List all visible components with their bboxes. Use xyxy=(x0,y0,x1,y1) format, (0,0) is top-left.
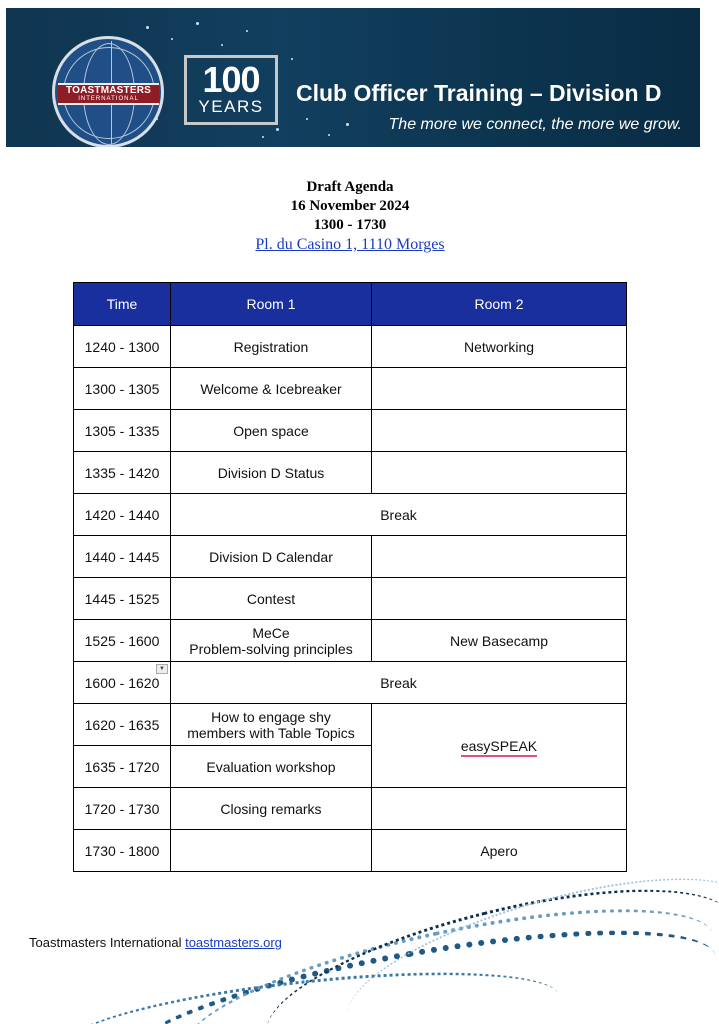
time-cell: 1240 - 1300 xyxy=(74,326,171,368)
header-room1: Room 1 xyxy=(171,283,372,326)
room2-cell xyxy=(372,788,627,830)
table-row xyxy=(74,494,627,536)
room1-line: Problem-solving principles xyxy=(189,640,353,657)
time-cell: 1525 - 1600 xyxy=(74,620,171,662)
break-cell: Break xyxy=(171,494,627,536)
agenda-title: Draft Agenda xyxy=(306,179,394,195)
table-row xyxy=(74,578,627,620)
time-cell: 1620 - 1635 xyxy=(74,704,171,746)
room1-line: How to engage shy xyxy=(211,708,331,725)
time-cell: 1730 - 1800 xyxy=(74,830,171,872)
room2-merged-cell xyxy=(372,704,627,788)
dropdown-arrow-icon[interactable]: ▼ xyxy=(156,664,168,674)
toastmasters-logo xyxy=(52,36,164,147)
room1-cell: Registration xyxy=(171,326,372,368)
time-cell: 1420 - 1440 xyxy=(74,494,171,536)
room1-cell xyxy=(171,830,372,872)
room2-cell xyxy=(372,452,627,494)
room2-cell xyxy=(372,536,627,578)
table-row xyxy=(74,830,627,872)
header-room2: Room 2 xyxy=(372,283,627,326)
years-number: 100 xyxy=(202,59,260,100)
table-row xyxy=(74,788,627,830)
logo-text-sub: INTERNATIONAL xyxy=(78,96,139,102)
time-cell: 1445 - 1525 xyxy=(74,578,171,620)
years-word: YEARS xyxy=(198,97,264,116)
room2-cell xyxy=(372,410,627,452)
room1-cell: Contest xyxy=(171,578,372,620)
table-row xyxy=(74,536,627,578)
room1-cell: Division D Calendar xyxy=(171,536,372,578)
easyspeak-text: easySPEAK xyxy=(461,738,537,757)
room2-cell: Apero xyxy=(372,830,627,872)
header-time: Time xyxy=(74,283,171,326)
room2-cell: Networking xyxy=(372,326,627,368)
table-row xyxy=(74,410,627,452)
banner-title: Club Officer Training – Division D xyxy=(296,80,662,106)
room1-cell xyxy=(171,704,372,746)
decorative-swirl xyxy=(0,870,719,1024)
agenda-date: 16 November 2024 xyxy=(290,198,410,214)
room1-line: MeCe xyxy=(252,624,290,641)
room1-cell: Open space xyxy=(171,410,372,452)
room1-cell: Division D Status xyxy=(171,452,372,494)
time-cell xyxy=(74,662,171,704)
logo-text-main: TOASTMASTERS xyxy=(66,85,151,96)
room1-line: members with Table Topics xyxy=(187,724,355,741)
room1-cell: Evaluation workshop xyxy=(171,746,372,788)
time-cell: 1305 - 1335 xyxy=(74,410,171,452)
footer-org: Toastmasters International xyxy=(29,935,182,950)
footer-link[interactable]: toastmasters.org xyxy=(185,935,282,950)
time-cell: 1720 - 1730 xyxy=(74,788,171,830)
time-cell: 1335 - 1420 xyxy=(74,452,171,494)
table-row xyxy=(74,620,627,662)
banner-tagline: The more we connect, the more we grow. xyxy=(388,116,682,133)
hundred-years-badge xyxy=(184,55,278,125)
agenda-table xyxy=(73,282,627,872)
table-row xyxy=(74,452,627,494)
time-cell: 1300 - 1305 xyxy=(74,368,171,410)
time-text: 1600 - 1620 xyxy=(84,674,160,691)
room1-cell: Closing remarks xyxy=(171,788,372,830)
room2-cell xyxy=(372,578,627,620)
table-row xyxy=(74,704,627,746)
room2-cell: New Basecamp xyxy=(372,620,627,662)
break-cell: Break xyxy=(171,662,627,704)
venue-address-link[interactable]: Pl. du Casino 1, 1110 Morges xyxy=(255,236,445,253)
room1-cell xyxy=(171,620,372,662)
time-cell: 1440 - 1445 xyxy=(74,536,171,578)
time-cell: 1635 - 1720 xyxy=(74,746,171,788)
table-header-row xyxy=(74,283,627,326)
room2-cell xyxy=(372,368,627,410)
agenda-heading xyxy=(0,178,700,255)
table-row xyxy=(74,326,627,368)
agenda-time-range: 1300 - 1730 xyxy=(313,217,387,233)
logo-band xyxy=(58,83,159,105)
table-row xyxy=(74,662,627,704)
header-banner xyxy=(6,8,700,147)
table-row xyxy=(74,368,627,410)
room1-cell: Welcome & Icebreaker xyxy=(171,368,372,410)
